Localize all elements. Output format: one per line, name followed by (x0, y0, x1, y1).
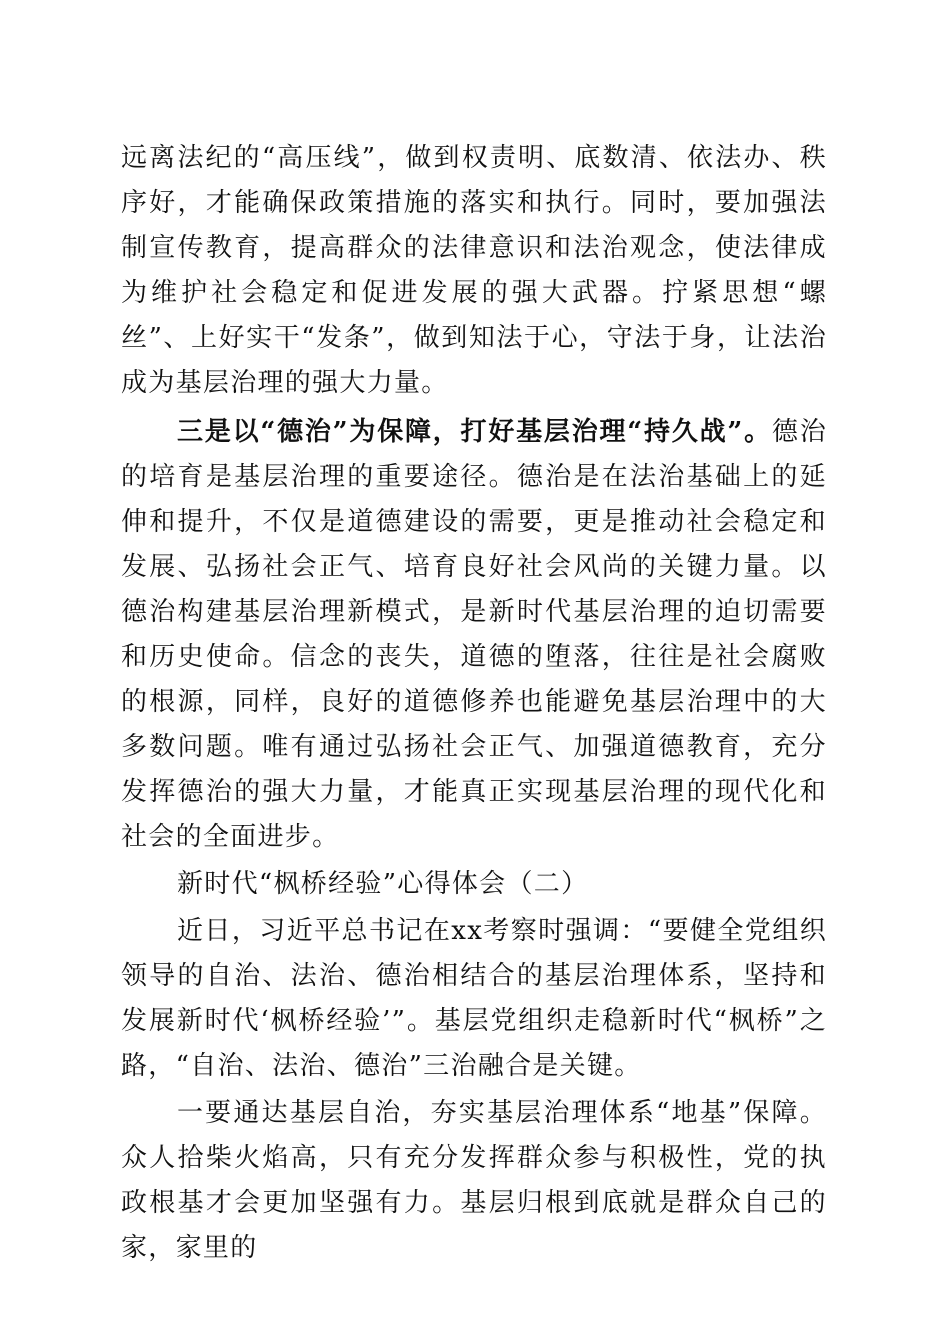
section-heading-text: 新时代“枫桥经验”心得体会（二） (177, 869, 589, 899)
paragraph-lead-bold: 三是以“德治”为保障，打好基层治理“持久战”。 (177, 417, 772, 447)
paragraph-text: 一要通达基层自治，夯实基层治理体系“地基”保障。众人拾柴火焰高，只有充分发挥群众参与积极性，党的执政根基才会更加坚强有力。基层归根到底就是群众自己的家，家里的 (121, 1098, 827, 1263)
paragraph-text: 远离法纪的“高压线”，做到权责明、底数清、依法办、秩序好，才能确保政策措施的落实和执行。同时，要加强法制宣传教育，提高群众的法律意识和法治观念，使法律成为维护社会稳定和促进发展的强大武器。拧紧思想“螺丝”、上好实干“发条”，做到知法于心，守法于身，让法治成为基层治理的强大力量。 (121, 143, 827, 398)
section-heading (121, 862, 827, 907)
paragraph-rule-of-virtue (121, 410, 827, 860)
paragraph-self-governance (121, 1091, 827, 1271)
document-body (121, 136, 827, 1271)
paragraph-rule-of-law (121, 136, 827, 406)
paragraph-text: 德治的培育是基层治理的重要途径。德治是在法治基础上的延伸和提升，不仅是道德建设的需要，更是推动社会稳定和发展、弘扬社会正气、培育良好社会风尚的关键力量。以德治构建基层治理新模式，是新时代基层治理的迫切需要和历史使命。信念的丧失，道德的堕落，往往是社会腐败的根源，同样，良好的道德修养也能避免基层治理中的大多数问题。唯有通过弘扬社会正气、加强道德教育，充分发挥德治的强大力量，才能真正实现基层治理的现代化和社会的全面进步。 (121, 417, 827, 852)
paragraph-intro (121, 909, 827, 1089)
paragraph-text: 近日，习近平总书记在xx考察时强调：“要健全党组织领导的自治、法治、德治相结合的基层治理体系，坚持和发展新时代‘枫桥经验’”。基层党组织走稳新时代“枫桥”之路，“自治、法治、德治”三治融合是关键。 (121, 916, 827, 1081)
